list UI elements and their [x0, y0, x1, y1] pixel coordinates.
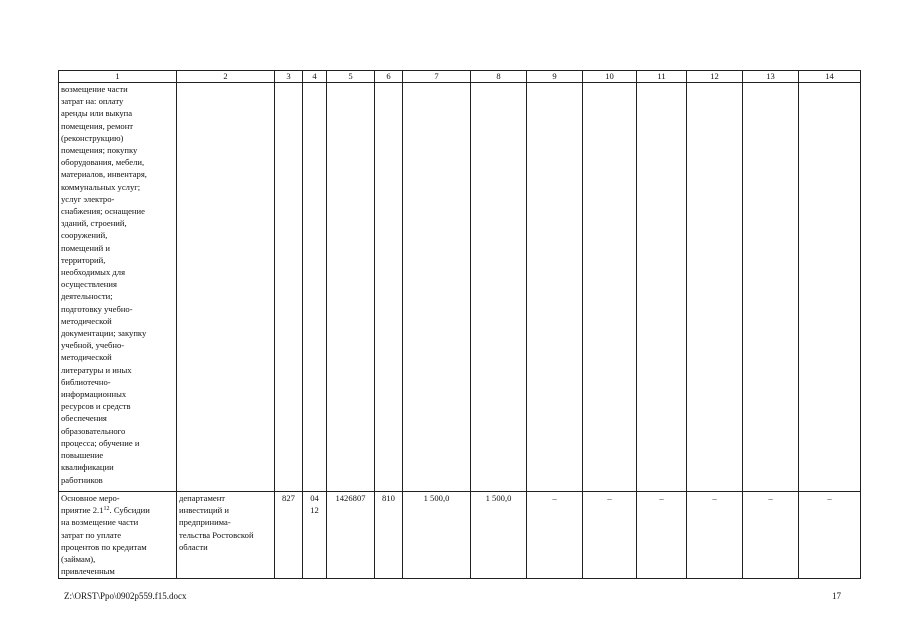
year-amount-cell: – [687, 492, 743, 579]
total-amount-cell: 1 500,0 [403, 492, 471, 579]
header-cell: 8 [471, 71, 527, 83]
header-cell: 1 [59, 71, 177, 83]
header-cell: 3 [275, 71, 303, 83]
footer-file-path: Z:\ORST\Ppo\0902p559.f15.docx [64, 591, 187, 601]
header-cell: 7 [403, 71, 471, 83]
empty-cell [687, 83, 743, 492]
activity-name-text-cont: . Субсидии на возмещение части затрат по уплате процентов по кредитам (займам), привлеченным [61, 505, 150, 577]
page-number: 17 [832, 591, 841, 601]
program-table [58, 70, 861, 579]
empty-cell [177, 83, 275, 492]
year-amount-cell: – [637, 492, 687, 579]
activity-name-cell [59, 492, 177, 579]
header-cell: 12 [687, 71, 743, 83]
empty-cell [527, 83, 583, 492]
header-cell: 2 [177, 71, 275, 83]
responsible-executor-cell: департамент инвестиций и предпринима- тельства Ростовской области [177, 492, 275, 579]
header-cell: 6 [375, 71, 403, 83]
table-row [59, 83, 861, 492]
grbs-code-cell: 827 [275, 492, 303, 579]
empty-cell [743, 83, 799, 492]
header-cell: 11 [637, 71, 687, 83]
header-cell: 5 [327, 71, 375, 83]
year-amount-cell: – [527, 492, 583, 579]
empty-cell [275, 83, 303, 492]
header-cell: 4 [303, 71, 327, 83]
target-code-cell: 1426807 [327, 492, 375, 579]
activity-name-text: Основное меро- приятие 2.1 [61, 493, 120, 516]
empty-cell [327, 83, 375, 492]
empty-cell [583, 83, 637, 492]
header-cell: 9 [527, 71, 583, 83]
table-header-row [59, 71, 861, 83]
empty-cell [375, 83, 403, 492]
empty-cell [637, 83, 687, 492]
year-amount-cell: – [743, 492, 799, 579]
table-row [59, 492, 861, 579]
expense-type-cell: 810 [375, 492, 403, 579]
header-cell: 10 [583, 71, 637, 83]
header-cell: 13 [743, 71, 799, 83]
year-amount-cell: 1 500,0 [471, 492, 527, 579]
continued-description-cell: возмещение части затрат на: оплату аренды или выкупа помещения, ремонт (реконструкцию) помещения; покупку оборудования, мебели, материалов, инвентаря, коммунальных услуг; услуг электро- снабжения; оснащение зданий, строений, сооружений, помещений и территорий, необходимых для осуществления деятельности; подготовку учебно- методической документации; закупку учебной, учебно- методической литературы и иных библиотечно- информационных ресурсов и средств обеспечения образовательного процесса; обучение и повышение квалификации работников [59, 83, 177, 492]
section-code-cell: 04 12 [303, 492, 327, 579]
empty-cell [799, 83, 861, 492]
year-amount-cell: – [583, 492, 637, 579]
footnote-ref: 12 [103, 506, 110, 513]
empty-cell [403, 83, 471, 492]
header-cell: 14 [799, 71, 861, 83]
empty-cell [303, 83, 327, 492]
year-amount-cell: – [799, 492, 861, 579]
empty-cell [471, 83, 527, 492]
